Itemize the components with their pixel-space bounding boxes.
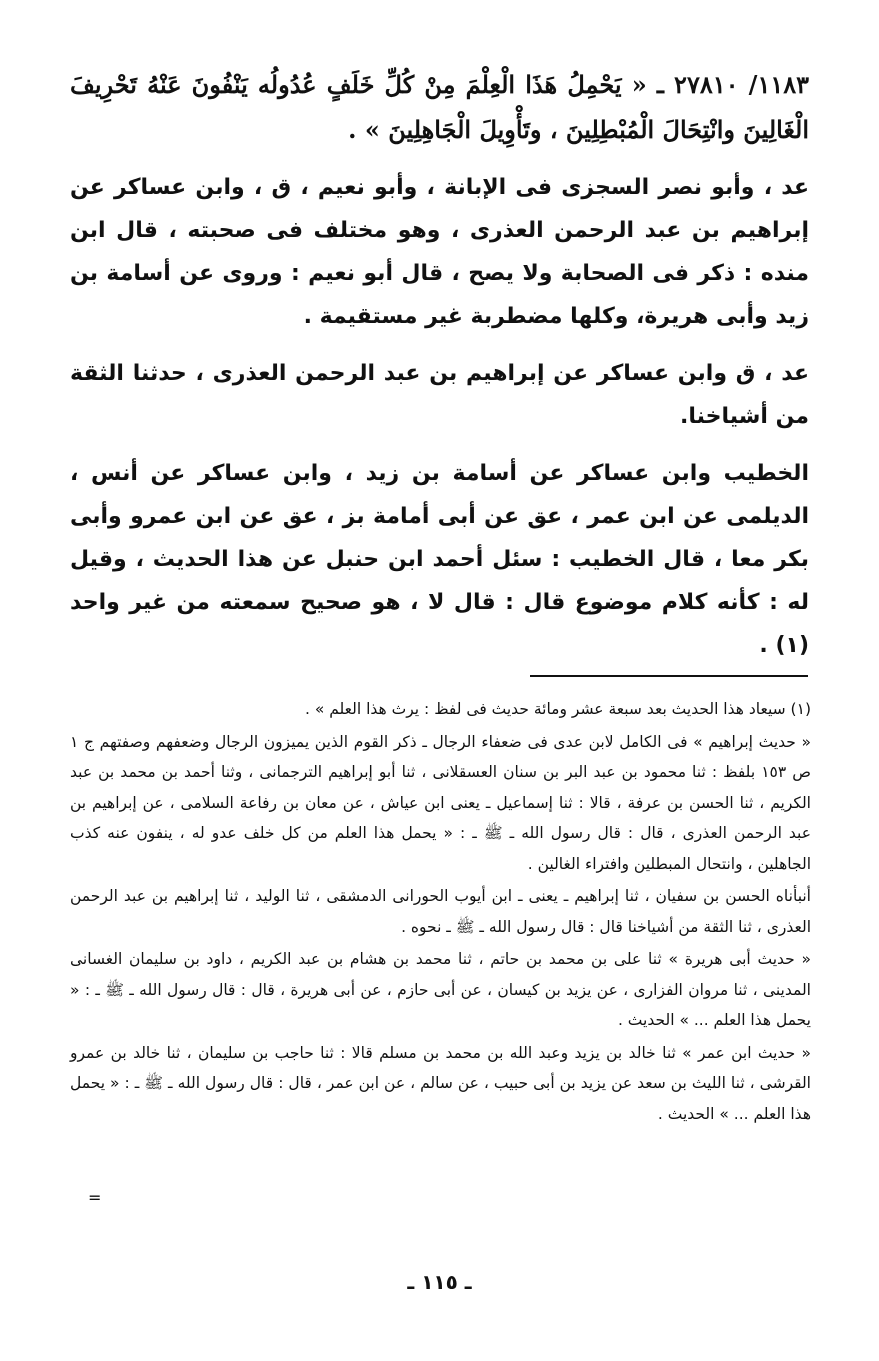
footnote-separator [530,675,808,677]
footnotes [70,694,811,1131]
footnote-paragraph-5: « حديث ابن عمر » ثنا خالد بن يزيد وعبد الله بن محمد بن مسلم قالا : ثنا حاجب بن سليمان ، ثنا خالد بن عمرو القرشى ، ثنا الليث بن سعد عن يزيد بن أبى حبيب ، عن سالم ، عن ابن عمر ، قال : قال رسول الله ـ ﷺ ـ : « يحمل هذا العلم ... » الحديث . [70,1043,811,1123]
footnote-paragraph-3: أنبأناه الحسن بن سفيان ، ثنا إبراهيم ـ يعنى ـ ابن أيوب الحورانى الدمشقى ، ثنا الوليد ، ثنا إبراهيم بن عبد الرحمن العذرى ، ثنا الثقة من أشياخنا قال : قال رسول الله ـ ﷺ ـ نحوه . [70,887,811,936]
takhrij-paragraph-2: عد ، ق وابن عساكر عن إبراهيم بن عبد الرحمن العذرى ، حدثنا الثقة من أشياخنا. [70,361,809,429]
footnote-paragraph-4: « حديث أبى هريرة » ثنا على بن محمد بن حاتم ، ثنا محمد بن هشام بن عبد الكريم ، داود بن سليمان الغسانى المدينى ، ثنا مروان الفزارى ، عن يزيد بن كيسان ، عن أبى حازم ، عن أبى هريرة ، قال : قال رسول الله ـ ﷺ ـ : « يحمل هذا العلم ... » الحديث . [70,950,811,1029]
footnote-1: (١) سيعاد هذا الحديث بعد سبعة عشر ومائة حديث فى لفظ : يرث هذا العلم » . [304,700,811,718]
continuation-mark: = [88,1188,102,1207]
footnote-paragraph-2: « حديث إبراهيم » فى الكامل لابن عدى فى ضعفاء الرجال ـ ذكر القوم الذين يميزون الرجال وضعفهم وصفتهم ج ١ ص ١٥٣ بلفظ : ثنا محمود بن عبد البر بن سنان العسقلانى ، ثنا أبو إبراهيم الترجمانى ، وثنا أحمد بن محمد بن عبد الكريم ، ثنا الحسن بن عرفة ، قالا : ثنا إسماعيل ـ يعنى ابن عياش ، عن معان بن رفاعة السلامى ، عن إبراهيم بن عبد الرحمن العذرى ، قال : قال رسول الله ـ ﷺ ـ : « يحمل هذا العلم من كل خلف عدو له ، ينفون عنه كذب الجاهلين ، وانتحال المبطلين وافتراء الغالين . [70,732,811,873]
page-number: ـ ١١٥ ـ [407,1270,472,1294]
takhrij-paragraph-1: عد ، وأبو نصر السجزى فى الإبانة ، وأبو نعيم ، ق ، وابن عساكر عن إبراهيم بن عبد الرحمن العذرى ، وهو مختلف فى صحبته ، قال ابن منده : ذكر فى الصحابة ولا يصح ، قال أبو نعيم : وروى عن أسامة بن زيد وأبى هريرة، وكلها مضطربة غير مستقيمة . [70,175,809,329]
main-text [70,62,809,681]
hadith-text: ١١٨٣/ ٢٧٨١٠ ـ « يَحْمِلُ هَذَا الْعِلْمَ مِنْ كُلِّ خَلَفٍ عُدُولُه يَنْفُونَ عَنْهُ تَحْرِيفَ الْغَالِينَ وانْتِحَالَ الْمُبْطِلِينَ ، وتَأْوِيلَ الْجَاهِلِينَ » . [70,70,809,144]
takhrij-paragraph-3: الخطيب وابن عساكر عن أسامة بن زيد ، وابن عساكر عن أنس ، الديلمى عن ابن عمر ، عق عن أبى أمامة بز ، عق عن ابن عمرو وأبى بكر معا ، قال الخطيب : سئل أحمد ابن حنبل عن هذا الحديث ، وقيل له : كأنه كلام موضوع قال : قال لا ، هو صحيح سمعته من غير واحد (١) . [70,461,809,658]
